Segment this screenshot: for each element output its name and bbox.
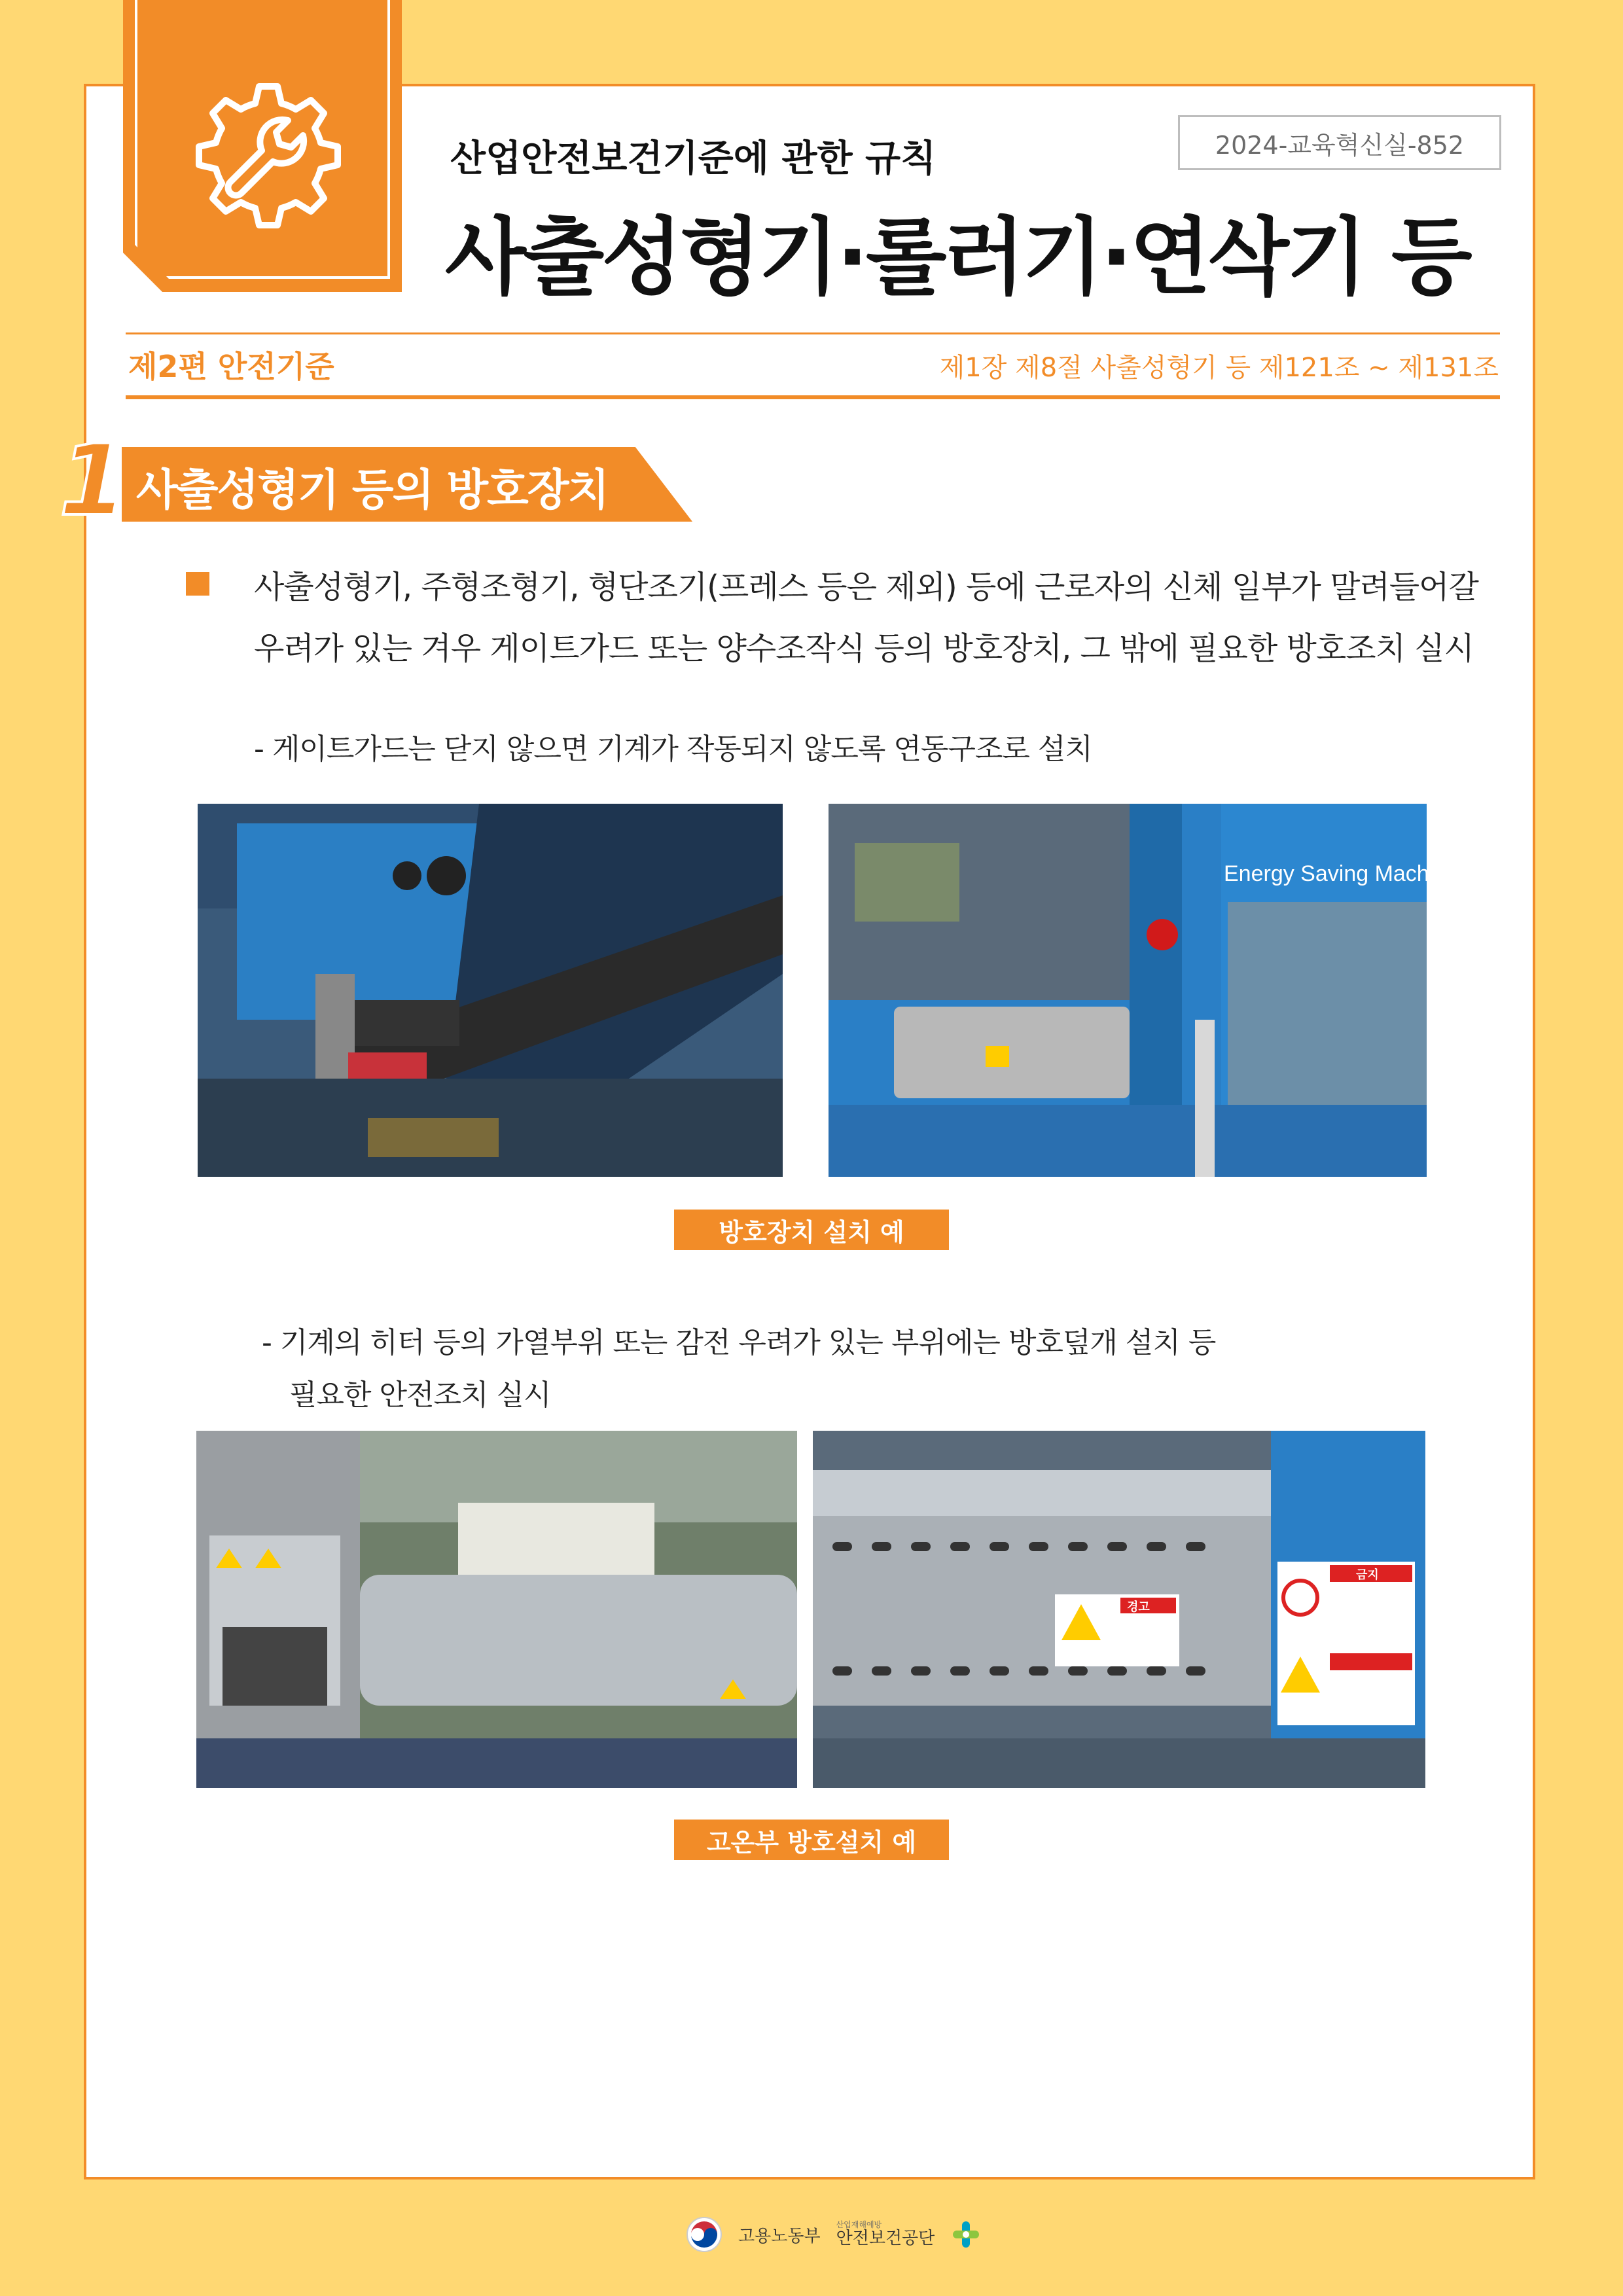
agency-name bbox=[836, 2221, 935, 2248]
section-title: 사출성형기 등의 방호장치 bbox=[136, 465, 609, 515]
kosha-cross-logo-icon bbox=[950, 2219, 982, 2250]
ministry-name: 고용노동부 bbox=[738, 2226, 821, 2246]
photo-gate-guard-1 bbox=[198, 804, 783, 1177]
document-title: 사출성형기·롤러기·연삭기 등 bbox=[445, 209, 1470, 306]
photo-gate-guard-2 bbox=[829, 804, 1459, 1177]
header-divider-bottom bbox=[126, 395, 1500, 399]
bullet-line-1: 사출성형기, 주형조형기, 형단조기(프레스 등은 제외) 등에 근로자의 신체 일부가 말려들어갈 bbox=[254, 569, 1478, 605]
document-subtitle: 산업안전보건기준에 관한 규칙 bbox=[450, 137, 936, 180]
bullet-square-icon bbox=[186, 572, 209, 596]
caption-guard-example: 방호장치 설치 예 bbox=[674, 1210, 949, 1250]
agency-small-text: 산업재해예방 bbox=[836, 2220, 882, 2230]
prohibition-sign-label: 금지 bbox=[1356, 1568, 1379, 1582]
sub-item-heater-line-2: 필요한 안전조치 실시 bbox=[289, 1378, 551, 1412]
sub-item-heater-line-1: - 기계의 히터 등의 가열부위 또는 감전 우려가 있는 부위에는 방호덮개 설치 등 bbox=[262, 1326, 1216, 1359]
part-label: 제2편 안전기준 bbox=[128, 349, 334, 384]
warning-sign-label: 경고 bbox=[1127, 1600, 1150, 1614]
photo-heater-cover-1 bbox=[196, 1431, 797, 1788]
wrench-gear-icon bbox=[190, 80, 347, 237]
bullet-text bbox=[254, 556, 1497, 679]
bullet-line-2: 우려가 있는 겨우 게이트가드 또는 양수조작식 등의 방호장치, 그 밖에 필요한 방호조치 실시 bbox=[254, 630, 1474, 667]
section-number: 1 bbox=[59, 424, 128, 538]
photo-heater-cover-2 bbox=[813, 1431, 1425, 1788]
sub-item-heater-cover bbox=[262, 1317, 1243, 1422]
footer-logos bbox=[686, 2215, 982, 2254]
header-divider-top bbox=[126, 332, 1500, 334]
taegeuk-emblem-icon bbox=[686, 2216, 722, 2253]
machine-label: Energy Saving Machine bbox=[1224, 861, 1459, 886]
document-code: 2024-교육혁신실-852 bbox=[1178, 115, 1501, 170]
agency-main-text: 안전보건공단 bbox=[836, 2229, 935, 2249]
sub-item-gate-guard: - 게이트가드는 닫지 않으면 기계가 작동되지 않도록 연동구조로 설치 bbox=[254, 732, 1092, 766]
caption-heater-example: 고온부 방호설치 예 bbox=[674, 1820, 949, 1860]
chapter-reference: 제1장 제8절 사출성형기 등 제121조 ~ 제131조 bbox=[939, 353, 1499, 383]
